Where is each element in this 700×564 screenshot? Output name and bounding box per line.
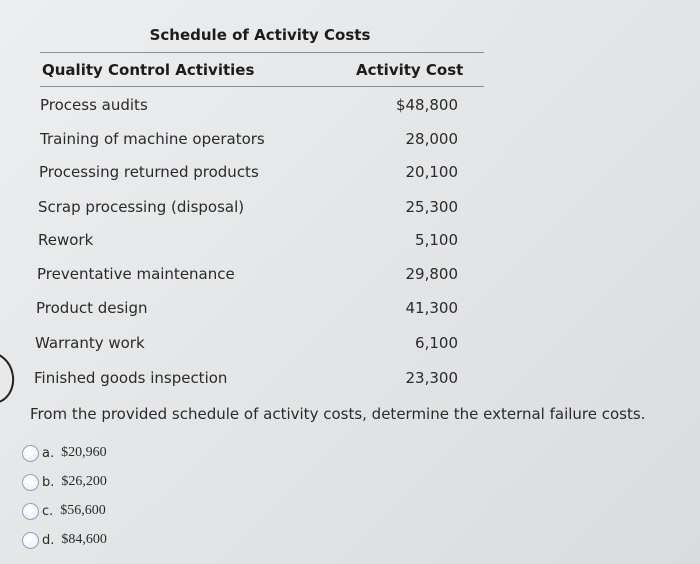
activity-cost: 6,100	[415, 334, 458, 352]
partial-circle-marker	[0, 349, 18, 408]
activity-label: Process audits	[40, 96, 148, 114]
option-b[interactable]	[22, 471, 107, 493]
activity-label: Training of machine operators	[40, 130, 265, 148]
option-value: $26,200	[61, 474, 107, 489]
activity-label: Warranty work	[35, 334, 145, 352]
header-top-rule	[40, 52, 484, 53]
activity-cost: 23,300	[405, 369, 458, 387]
table-row	[37, 265, 458, 287]
activity-cost: 5,100	[415, 231, 458, 249]
option-a[interactable]	[22, 442, 107, 464]
table-row	[34, 369, 458, 391]
activity-label: Product design	[36, 299, 148, 317]
table-row	[40, 130, 458, 152]
option-letter: d.	[42, 532, 55, 548]
activity-cost: 41,300	[405, 299, 458, 317]
table-row	[39, 163, 458, 185]
activity-cost: 20,100	[405, 163, 458, 181]
option-value: $56,600	[60, 503, 106, 518]
table-row	[38, 231, 458, 253]
option-value: $84,600	[61, 532, 107, 547]
table-row	[38, 198, 458, 220]
activity-cost: 25,300	[405, 198, 458, 216]
question-text: From the provided schedule of activity costs, determine the external failure costs.	[30, 405, 646, 423]
activity-label: Rework	[38, 231, 94, 249]
activity-cost: 29,800	[405, 265, 458, 283]
column-header-cost: Activity Cost	[356, 61, 464, 79]
column-header-activity: Quality Control Activities	[42, 61, 255, 79]
radio-circle-icon[interactable]	[22, 503, 39, 520]
option-letter: b.	[42, 474, 55, 490]
radio-circle-icon[interactable]	[22, 474, 39, 491]
activity-cost: $48,800	[395, 96, 458, 114]
table-row	[36, 299, 458, 321]
option-c[interactable]	[22, 500, 106, 522]
option-letter: a.	[42, 445, 55, 461]
radio-circle-icon[interactable]	[22, 445, 39, 462]
radio-circle-icon[interactable]	[22, 532, 39, 549]
schedule-title: Schedule of Activity Costs	[149, 26, 371, 44]
header-bottom-rule	[40, 86, 484, 87]
option-d[interactable]	[22, 529, 107, 551]
activity-label: Scrap processing (disposal)	[38, 198, 245, 216]
option-letter: c.	[42, 503, 54, 519]
activity-label: Finished goods inspection	[34, 369, 228, 387]
activity-label: Preventative maintenance	[37, 265, 235, 283]
table-row	[40, 96, 458, 118]
activity-label: Processing returned products	[39, 163, 259, 181]
activity-cost: 28,000	[405, 130, 458, 148]
table-row	[35, 334, 458, 356]
option-value: $20,960	[61, 445, 107, 460]
